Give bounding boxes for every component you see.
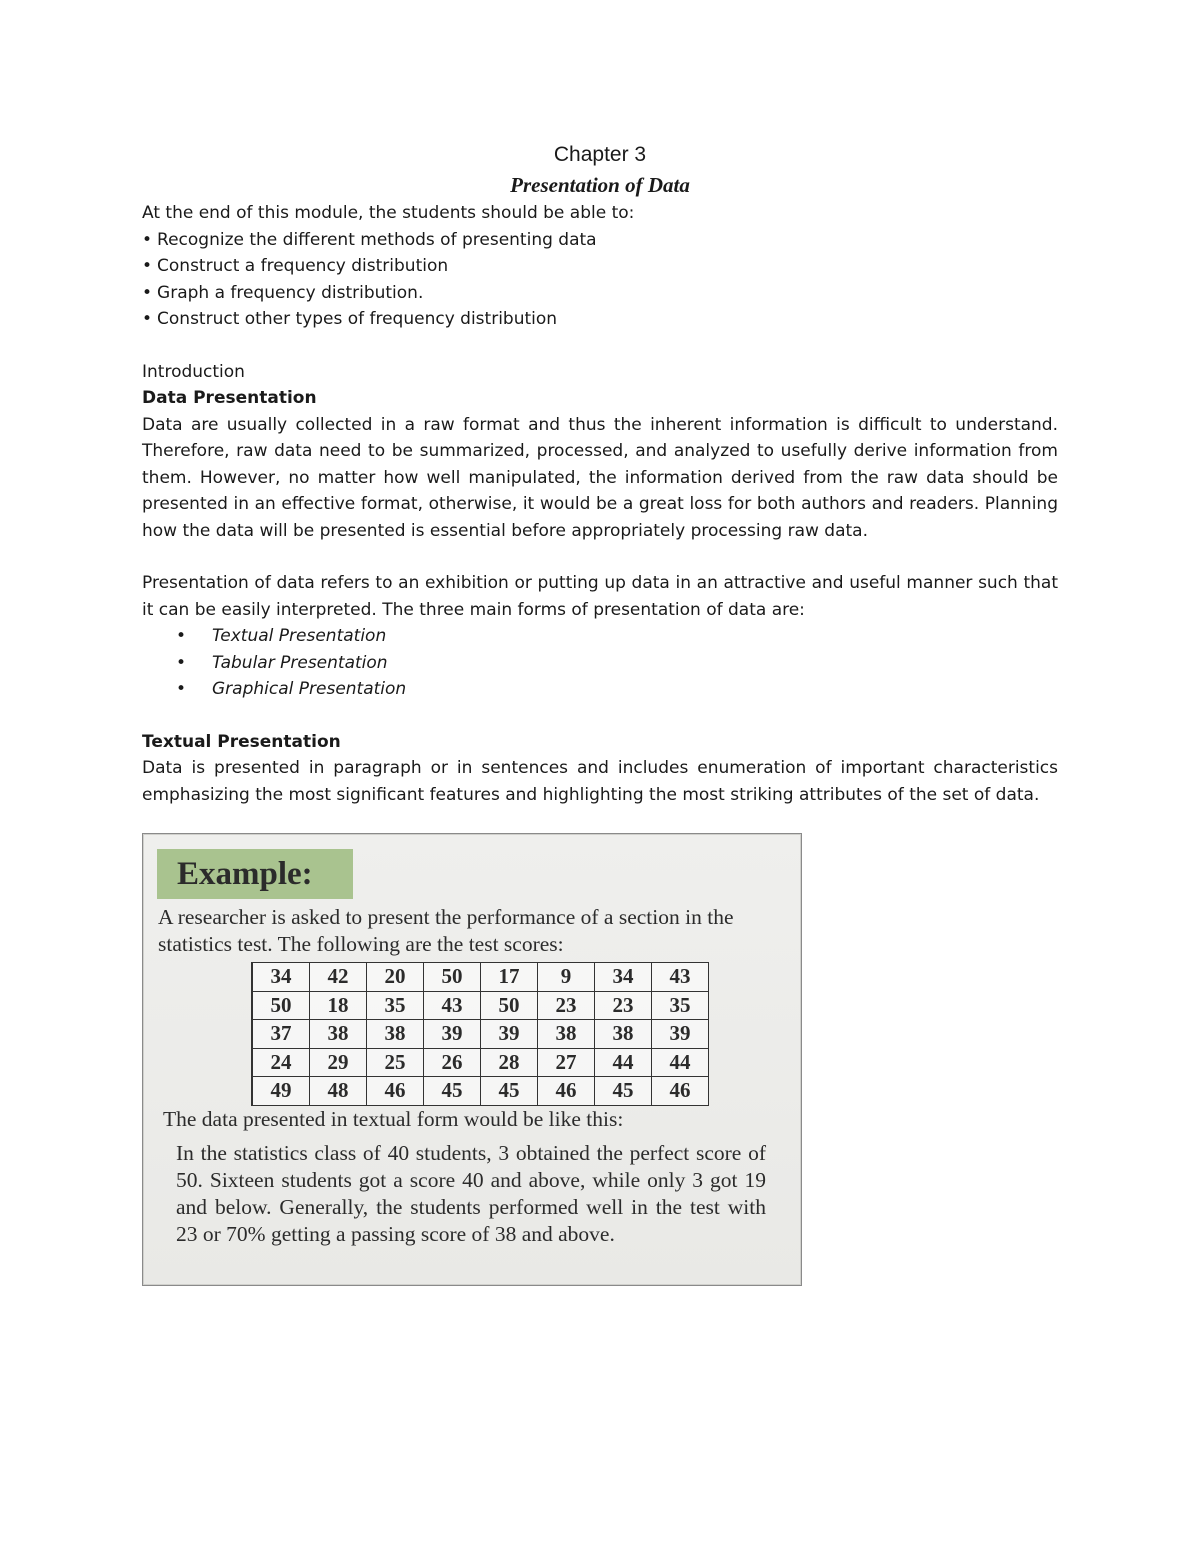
objectives-intro: At the end of this module, the students should be able to: — [142, 203, 635, 223]
score-cell: 17 — [481, 963, 538, 992]
score-cell: 45 — [424, 1077, 481, 1106]
score-cell: 38 — [310, 1020, 367, 1049]
score-cell: 25 — [367, 1048, 424, 1077]
score-cell: 34 — [595, 963, 652, 992]
chapter-title: Chapter 3 — [553, 143, 647, 166]
score-cell: 20 — [367, 963, 424, 992]
scores-table — [251, 962, 709, 1106]
score-cell: 39 — [652, 1020, 709, 1049]
objective-item: • Construct a frequency distribution — [142, 253, 1058, 280]
textual-paragraph: Data is presented in paragraph or in sentences and includes enumeration of important characteristics emphasizing the most significant features and highlighting the most striking attributes of the set of data. — [142, 758, 1058, 805]
title-block — [142, 140, 1058, 200]
score-cell: 46 — [538, 1077, 595, 1106]
introduction-label: Introduction — [142, 361, 245, 382]
score-cell: 50 — [424, 963, 481, 992]
data-presentation-heading: Data Presentation — [142, 388, 317, 408]
score-cell: 28 — [481, 1048, 538, 1077]
score-cell: 50 — [481, 991, 538, 1020]
score-cell: 23 — [538, 991, 595, 1020]
score-cell: 18 — [310, 991, 367, 1020]
score-cell: 35 — [652, 991, 709, 1020]
example-heading: Example: — [157, 849, 353, 899]
table-row — [252, 963, 709, 992]
chapter-subtitle: Presentation of Data — [510, 173, 690, 197]
score-cell: 48 — [310, 1077, 367, 1106]
intro-paragraph-1: Data are usually collected in a raw format and thus the inherent information is difficult to understand. Therefore, raw data need to be summarized, processed, and analyzed to usefully derive information from them. However, no matter how well manipulated, the information derived from the raw data should be presented in an effective format, otherwise, it would be a great loss for both authors and readers. Planning how the data will be presented is essential before appropriately processing raw data. — [142, 414, 1058, 541]
score-cell: 9 — [538, 963, 595, 992]
score-cell: 38 — [367, 1020, 424, 1049]
score-cell: 39 — [424, 1020, 481, 1049]
score-cell: 46 — [652, 1077, 709, 1106]
example-note: The data presented in textual form would be like this: — [163, 1107, 624, 1131]
intro-paragraph-2: Presentation of data refers to an exhibition or putting up data in an attractive and useful manner such that it can be easily interpreted. The three main forms of presentation of data are: — [142, 573, 1058, 620]
example-textual-paragraph: In the statistics class of 40 students, 3 obtained the perfect score of 50. Sixteen students got a score 40 and above, while only 3 got 19 and below. Generally, the students performed well in the test with 23 or 70% getting a passing score of 38 and above. — [176, 1141, 766, 1246]
score-cell: 50 — [252, 991, 310, 1020]
score-cell: 34 — [252, 963, 310, 992]
score-cell: 44 — [652, 1048, 709, 1077]
score-cell: 23 — [595, 991, 652, 1020]
textual-presentation-heading: Textual Presentation — [142, 731, 341, 752]
score-cell: 49 — [252, 1077, 310, 1106]
form-item — [176, 650, 1058, 677]
score-cell: 35 — [367, 991, 424, 1020]
score-cell: 46 — [367, 1077, 424, 1106]
score-cell: 27 — [538, 1048, 595, 1077]
score-cell: 39 — [481, 1020, 538, 1049]
score-cell: 38 — [538, 1020, 595, 1049]
form-item — [176, 623, 1058, 650]
score-cell: 42 — [310, 963, 367, 992]
objective-item: • Graph a frequency distribution. — [142, 280, 1058, 307]
score-cell: 29 — [310, 1048, 367, 1077]
score-cell: 24 — [252, 1048, 310, 1077]
objective-item: • Recognize the different methods of presenting data — [142, 227, 1058, 254]
score-cell: 37 — [252, 1020, 310, 1049]
objective-item: • Construct other types of frequency distribution — [142, 306, 1058, 333]
score-cell: 43 — [424, 991, 481, 1020]
objectives-list — [142, 227, 1058, 333]
form-label: Tabular Presentation — [212, 652, 388, 673]
table-row — [252, 1020, 709, 1049]
score-cell: 45 — [595, 1077, 652, 1106]
score-cell: 44 — [595, 1048, 652, 1077]
score-cell: 43 — [652, 963, 709, 992]
table-row — [252, 1077, 709, 1106]
score-cell: 38 — [595, 1020, 652, 1049]
form-label: Textual Presentation — [212, 626, 387, 646]
example-intro: A researcher is asked to present the performance of a section in the statistics test. The following are the test scores: — [158, 905, 734, 956]
table-row — [252, 991, 709, 1020]
bullet-icon: • — [176, 626, 187, 646]
presentation-forms-list — [142, 623, 1058, 703]
table-row — [252, 1048, 709, 1077]
score-cell: 26 — [424, 1048, 481, 1077]
score-cell: 45 — [481, 1077, 538, 1106]
form-label: Graphical Presentation — [212, 679, 407, 699]
bullet-icon: • — [176, 679, 187, 699]
form-item — [176, 676, 1058, 703]
document-page — [142, 140, 1058, 808]
example-figure — [142, 833, 802, 1286]
bullet-icon: • — [176, 652, 187, 673]
